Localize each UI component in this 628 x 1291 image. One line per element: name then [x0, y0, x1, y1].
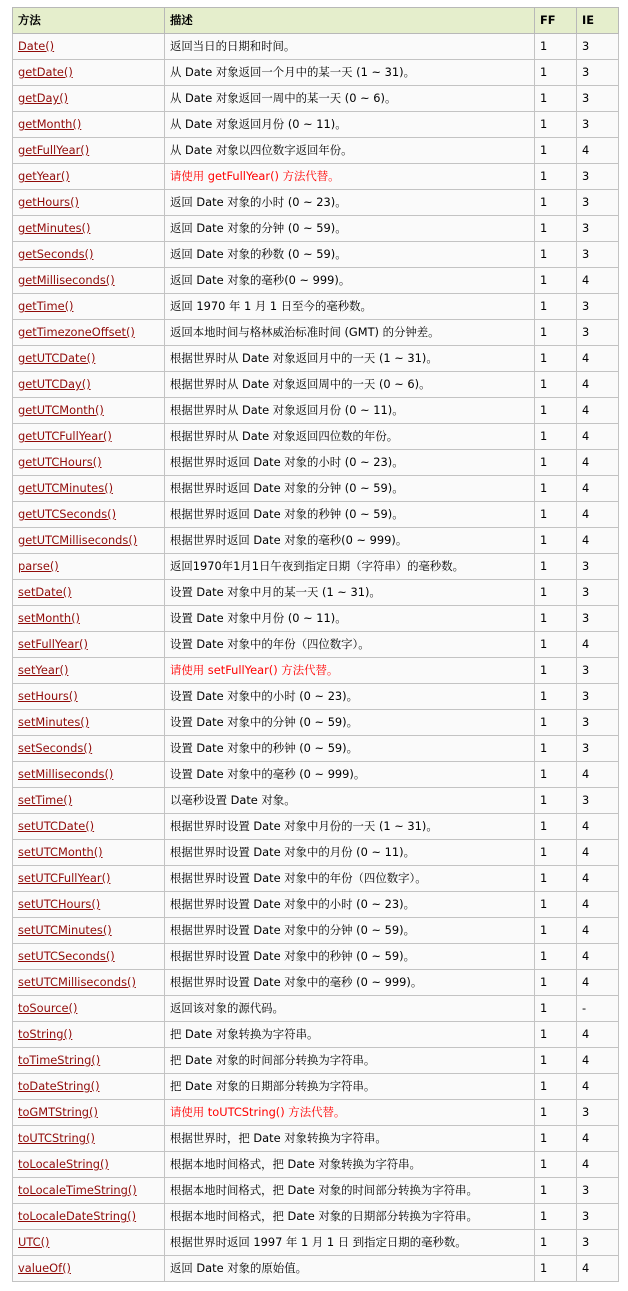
ie-version-cell: 4 [577, 918, 619, 944]
description-cell: 根据世界时返回 1997 年 1 月 1 日 到指定日期的毫秒数。 [165, 1230, 535, 1256]
method-link[interactable]: setUTCFullYear() [18, 871, 111, 885]
description-cell: 根据本地时间格式，把 Date 对象转换为字符串。 [165, 1152, 535, 1178]
firefox-version-cell: 1 [535, 294, 577, 320]
firefox-version-cell: 1 [535, 918, 577, 944]
firefox-version-cell: 1 [535, 840, 577, 866]
firefox-version-cell: 1 [535, 632, 577, 658]
firefox-version-cell: 1 [535, 138, 577, 164]
table-header [13, 8, 619, 34]
method-link[interactable]: setTime() [18, 793, 73, 807]
method-link[interactable]: toLocaleString() [18, 1157, 109, 1171]
description-cell: 把 Date 对象转换为字符串。 [165, 1022, 535, 1048]
method-cell [13, 1126, 165, 1152]
description-cell: 返回该对象的源代码。 [165, 996, 535, 1022]
method-link[interactable]: toSource() [18, 1001, 78, 1015]
firefox-version-cell: 1 [535, 1178, 577, 1204]
table-row [13, 710, 619, 736]
firefox-version-cell: 1 [535, 1204, 577, 1230]
method-cell [13, 866, 165, 892]
method-cell [13, 1048, 165, 1074]
firefox-version-cell: 1 [535, 762, 577, 788]
ie-version-cell: 3 [577, 710, 619, 736]
method-cell [13, 34, 165, 60]
firefox-version-cell: 1 [535, 190, 577, 216]
firefox-version-cell: 1 [535, 1074, 577, 1100]
method-link[interactable]: getUTCHours() [18, 455, 102, 469]
method-cell [13, 502, 165, 528]
table-row [13, 1022, 619, 1048]
method-cell [13, 476, 165, 502]
description-cell: 根据世界时设置 Date 对象中的秒钟 (0 ~ 59)。 [165, 944, 535, 970]
method-cell [13, 1178, 165, 1204]
method-link[interactable]: getMinutes() [18, 221, 91, 235]
description-cell: 根据世界时设置 Date 对象中的年份（四位数字）。 [165, 866, 535, 892]
description-cell: 返回当日的日期和时间。 [165, 34, 535, 60]
method-cell [13, 398, 165, 424]
method-cell [13, 918, 165, 944]
deprecation-note: 请使用 setFullYear() 方法代替。 [165, 658, 535, 684]
method-link[interactable]: setDate() [18, 585, 72, 599]
firefox-version-cell: 1 [535, 34, 577, 60]
ie-version-cell: 3 [577, 736, 619, 762]
method-link[interactable]: getTime() [18, 299, 74, 313]
ie-version-cell: 4 [577, 398, 619, 424]
method-cell [13, 788, 165, 814]
ie-version-cell: 4 [577, 1126, 619, 1152]
ie-version-cell: 3 [577, 86, 619, 112]
description-cell: 根据本地时间格式，把 Date 对象的日期部分转换为字符串。 [165, 1204, 535, 1230]
ie-version-cell: 3 [577, 1230, 619, 1256]
firefox-version-cell: 1 [535, 658, 577, 684]
method-link[interactable]: UTC() [18, 1235, 50, 1249]
table-row [13, 1126, 619, 1152]
table-row [13, 34, 619, 60]
table-row [13, 502, 619, 528]
table-row [13, 268, 619, 294]
method-link[interactable]: setUTCSeconds() [18, 949, 115, 963]
method-cell [13, 840, 165, 866]
ie-version-cell: 4 [577, 866, 619, 892]
description-cell: 设置 Date 对象中的秒钟 (0 ~ 59)。 [165, 736, 535, 762]
ie-version-cell: 4 [577, 268, 619, 294]
method-link[interactable]: setMilliseconds() [18, 767, 114, 781]
firefox-version-cell: 1 [535, 346, 577, 372]
table-row [13, 294, 619, 320]
method-link[interactable]: setMinutes() [18, 715, 90, 729]
table-row [13, 840, 619, 866]
table-row [13, 112, 619, 138]
method-cell [13, 658, 165, 684]
method-cell [13, 372, 165, 398]
ie-version-cell: 4 [577, 840, 619, 866]
method-link[interactable]: getUTCFullYear() [18, 429, 112, 443]
firefox-version-cell: 1 [535, 684, 577, 710]
ie-version-cell: 4 [577, 476, 619, 502]
table-row [13, 1100, 619, 1126]
header-description: 描述 [165, 8, 535, 34]
firefox-version-cell: 1 [535, 892, 577, 918]
description-cell: 设置 Date 对象中月份 (0 ~ 11)。 [165, 606, 535, 632]
method-link[interactable]: setUTCMilliseconds() [18, 975, 136, 989]
description-cell: 根据世界时从 Date 对象返回四位数的年份。 [165, 424, 535, 450]
method-cell [13, 294, 165, 320]
ie-version-cell: 4 [577, 138, 619, 164]
table-row [13, 788, 619, 814]
ie-version-cell: 3 [577, 580, 619, 606]
ie-version-cell: 3 [577, 606, 619, 632]
table-row [13, 320, 619, 346]
table-row [13, 1152, 619, 1178]
table-row [13, 632, 619, 658]
description-cell: 设置 Date 对象中的分钟 (0 ~ 59)。 [165, 710, 535, 736]
method-link[interactable]: getMonth() [18, 117, 82, 131]
table-row [13, 60, 619, 86]
description-cell: 返回 Date 对象的毫秒(0 ~ 999)。 [165, 268, 535, 294]
method-link[interactable]: getUTCMilliseconds() [18, 533, 138, 547]
method-cell [13, 1022, 165, 1048]
header-method: 方法 [13, 8, 165, 34]
method-link[interactable]: setUTCMonth() [18, 845, 103, 859]
ie-version-cell: 3 [577, 1100, 619, 1126]
ie-version-cell: 4 [577, 528, 619, 554]
description-cell: 把 Date 对象的时间部分转换为字符串。 [165, 1048, 535, 1074]
method-link[interactable]: getUTCSeconds() [18, 507, 117, 521]
ie-version-cell: 3 [577, 34, 619, 60]
firefox-version-cell: 1 [535, 502, 577, 528]
description-cell: 根据世界时设置 Date 对象中的毫秒 (0 ~ 999)。 [165, 970, 535, 996]
firefox-version-cell: 1 [535, 86, 577, 112]
firefox-version-cell: 1 [535, 528, 577, 554]
description-cell: 从 Date 对象返回一个月中的某一天 (1 ~ 31)。 [165, 60, 535, 86]
firefox-version-cell: 1 [535, 554, 577, 580]
firefox-version-cell: 1 [535, 814, 577, 840]
header-firefox: FF [535, 8, 577, 34]
firefox-version-cell: 1 [535, 60, 577, 86]
table-row [13, 684, 619, 710]
ie-version-cell: 3 [577, 658, 619, 684]
method-link[interactable]: setUTCHours() [18, 897, 101, 911]
firefox-version-cell: 1 [535, 476, 577, 502]
description-cell: 从 Date 对象返回月份 (0 ~ 11)。 [165, 112, 535, 138]
method-cell [13, 580, 165, 606]
method-link[interactable]: valueOf() [18, 1261, 71, 1275]
method-cell [13, 1256, 165, 1282]
description-cell: 根据世界时返回 Date 对象的小时 (0 ~ 23)。 [165, 450, 535, 476]
firefox-version-cell: 1 [535, 1230, 577, 1256]
method-cell [13, 554, 165, 580]
method-cell [13, 112, 165, 138]
ie-version-cell: 4 [577, 632, 619, 658]
table-row [13, 736, 619, 762]
ie-version-cell: 3 [577, 788, 619, 814]
deprecation-note: 请使用 getFullYear() 方法代替。 [165, 164, 535, 190]
description-cell: 根据世界时从 Date 对象返回月中的一天 (1 ~ 31)。 [165, 346, 535, 372]
method-cell [13, 268, 165, 294]
firefox-version-cell: 1 [535, 1256, 577, 1282]
ie-version-cell: 3 [577, 60, 619, 86]
table-row [13, 814, 619, 840]
table-row [13, 658, 619, 684]
firefox-version-cell: 1 [535, 944, 577, 970]
table-row [13, 476, 619, 502]
firefox-version-cell: 1 [535, 1126, 577, 1152]
table-row [13, 892, 619, 918]
method-cell [13, 814, 165, 840]
method-link[interactable]: setUTCMinutes() [18, 923, 112, 937]
method-link[interactable]: setFullYear() [18, 637, 88, 651]
method-cell [13, 242, 165, 268]
method-link[interactable]: getUTCDate() [18, 351, 96, 365]
table-row [13, 424, 619, 450]
table-row [13, 372, 619, 398]
ie-version-cell: 4 [577, 762, 619, 788]
method-cell [13, 528, 165, 554]
method-link[interactable]: setYear() [18, 663, 69, 677]
firefox-version-cell: 1 [535, 424, 577, 450]
ie-version-cell: 4 [577, 814, 619, 840]
ie-version-cell: 4 [577, 502, 619, 528]
method-link[interactable]: toLocaleTimeString() [18, 1183, 137, 1197]
method-cell [13, 190, 165, 216]
ie-version-cell: 3 [577, 1178, 619, 1204]
method-link[interactable]: getUTCMonth() [18, 403, 104, 417]
firefox-version-cell: 1 [535, 580, 577, 606]
description-cell: 从 Date 对象以四位数字返回年份。 [165, 138, 535, 164]
description-cell: 返回 Date 对象的原始值。 [165, 1256, 535, 1282]
firefox-version-cell: 1 [535, 320, 577, 346]
ie-version-cell: 3 [577, 1204, 619, 1230]
description-cell: 返回1970年1月1日午夜到指定日期（字符串）的毫秒数。 [165, 554, 535, 580]
ie-version-cell: 3 [577, 684, 619, 710]
table-body [13, 34, 619, 1282]
description-cell: 根据世界时，把 Date 对象转换为字符串。 [165, 1126, 535, 1152]
method-cell [13, 86, 165, 112]
method-link[interactable]: Date() [18, 39, 55, 53]
table-row [13, 1256, 619, 1282]
method-link[interactable]: parse() [18, 559, 59, 573]
ie-version-cell: 4 [577, 944, 619, 970]
description-cell: 设置 Date 对象中的年份（四位数字）。 [165, 632, 535, 658]
description-cell: 设置 Date 对象中的毫秒 (0 ~ 999)。 [165, 762, 535, 788]
method-link[interactable]: getFullYear() [18, 143, 90, 157]
description-cell: 把 Date 对象的日期部分转换为字符串。 [165, 1074, 535, 1100]
table-row [13, 918, 619, 944]
firefox-version-cell: 1 [535, 372, 577, 398]
method-cell [13, 762, 165, 788]
ie-version-cell: 3 [577, 164, 619, 190]
table-row [13, 970, 619, 996]
firefox-version-cell: 1 [535, 164, 577, 190]
method-cell [13, 450, 165, 476]
method-link[interactable]: getMilliseconds() [18, 273, 115, 287]
firefox-version-cell: 1 [535, 710, 577, 736]
method-cell [13, 710, 165, 736]
ie-version-cell: 4 [577, 1048, 619, 1074]
method-cell [13, 138, 165, 164]
method-cell [13, 320, 165, 346]
table-row [13, 190, 619, 216]
method-link[interactable]: getHours() [18, 195, 79, 209]
description-cell: 根据世界时设置 Date 对象中月份的一天 (1 ~ 31)。 [165, 814, 535, 840]
table-row [13, 944, 619, 970]
method-link[interactable]: getDate() [18, 65, 73, 79]
ie-version-cell: 4 [577, 372, 619, 398]
ie-version-cell: 4 [577, 970, 619, 996]
method-link[interactable]: setHours() [18, 689, 78, 703]
method-cell [13, 1230, 165, 1256]
method-link[interactable]: getUTCMinutes() [18, 481, 114, 495]
table-row [13, 86, 619, 112]
method-cell [13, 684, 165, 710]
firefox-version-cell: 1 [535, 1022, 577, 1048]
ie-version-cell: 4 [577, 346, 619, 372]
firefox-version-cell: 1 [535, 1048, 577, 1074]
table-row [13, 606, 619, 632]
method-cell [13, 606, 165, 632]
firefox-version-cell: 1 [535, 450, 577, 476]
description-cell: 返回本地时间与格林威治标准时间 (GMT) 的分钟差。 [165, 320, 535, 346]
firefox-version-cell: 1 [535, 398, 577, 424]
table-row [13, 554, 619, 580]
table-row [13, 1048, 619, 1074]
method-cell [13, 216, 165, 242]
table-row [13, 1074, 619, 1100]
method-cell [13, 1204, 165, 1230]
description-cell: 根据世界时返回 Date 对象的秒钟 (0 ~ 59)。 [165, 502, 535, 528]
method-cell [13, 970, 165, 996]
ie-version-cell: 3 [577, 190, 619, 216]
table-row [13, 450, 619, 476]
firefox-version-cell: 1 [535, 216, 577, 242]
table-row [13, 996, 619, 1022]
table-row [13, 242, 619, 268]
table-row [13, 1230, 619, 1256]
method-cell [13, 892, 165, 918]
method-cell [13, 1152, 165, 1178]
method-link[interactable]: setUTCDate() [18, 819, 95, 833]
ie-version-cell: 4 [577, 1256, 619, 1282]
deprecation-note: 请使用 toUTCString() 方法代替。 [165, 1100, 535, 1126]
table-row [13, 580, 619, 606]
header-ie: IE [577, 8, 619, 34]
method-link[interactable]: setSeconds() [18, 741, 93, 755]
method-cell [13, 996, 165, 1022]
method-cell [13, 164, 165, 190]
firefox-version-cell: 1 [535, 996, 577, 1022]
description-cell: 根据世界时从 Date 对象返回周中的一天 (0 ~ 6)。 [165, 372, 535, 398]
method-cell [13, 60, 165, 86]
firefox-version-cell: 1 [535, 606, 577, 632]
ie-version-cell: 4 [577, 1022, 619, 1048]
table-row [13, 762, 619, 788]
method-link[interactable]: toDateString() [18, 1079, 100, 1093]
method-link[interactable]: toUTCString() [18, 1131, 95, 1145]
table-row [13, 164, 619, 190]
ie-version-cell: 4 [577, 424, 619, 450]
description-cell: 返回 Date 对象的秒数 (0 ~ 59)。 [165, 242, 535, 268]
description-cell: 根据世界时从 Date 对象返回月份 (0 ~ 11)。 [165, 398, 535, 424]
description-cell: 返回 Date 对象的分钟 (0 ~ 59)。 [165, 216, 535, 242]
method-cell [13, 424, 165, 450]
method-link[interactable]: toGMTString() [18, 1105, 98, 1119]
ie-version-cell: - [577, 996, 619, 1022]
table-row [13, 1178, 619, 1204]
ie-version-cell: 3 [577, 320, 619, 346]
table-row [13, 216, 619, 242]
date-methods-reference [12, 7, 618, 1282]
method-link[interactable]: setMonth() [18, 611, 80, 625]
description-cell: 根据世界时返回 Date 对象的分钟 (0 ~ 59)。 [165, 476, 535, 502]
ie-version-cell: 4 [577, 1152, 619, 1178]
method-link[interactable]: toTimeString() [18, 1053, 101, 1067]
firefox-version-cell: 1 [535, 970, 577, 996]
description-cell: 根据世界时设置 Date 对象中的小时 (0 ~ 23)。 [165, 892, 535, 918]
ie-version-cell: 3 [577, 242, 619, 268]
table-row [13, 138, 619, 164]
ie-version-cell: 3 [577, 294, 619, 320]
description-cell: 从 Date 对象返回一周中的某一天 (0 ~ 6)。 [165, 86, 535, 112]
description-cell: 根据世界时设置 Date 对象中的分钟 (0 ~ 59)。 [165, 918, 535, 944]
ie-version-cell: 4 [577, 892, 619, 918]
firefox-version-cell: 1 [535, 788, 577, 814]
method-cell [13, 632, 165, 658]
description-cell: 根据本地时间格式，把 Date 对象的时间部分转换为字符串。 [165, 1178, 535, 1204]
date-methods-table [12, 7, 619, 1282]
method-link[interactable]: toLocaleDateString() [18, 1209, 137, 1223]
table-row [13, 528, 619, 554]
firefox-version-cell: 1 [535, 866, 577, 892]
table-row [13, 866, 619, 892]
description-cell: 设置 Date 对象中的小时 (0 ~ 23)。 [165, 684, 535, 710]
method-cell [13, 346, 165, 372]
firefox-version-cell: 1 [535, 1100, 577, 1126]
method-link[interactable]: getSeconds() [18, 247, 94, 261]
method-cell [13, 1100, 165, 1126]
ie-version-cell: 3 [577, 112, 619, 138]
method-link[interactable]: getUTCDay() [18, 377, 91, 391]
method-cell [13, 944, 165, 970]
description-cell: 返回 1970 年 1 月 1 日至今的毫秒数。 [165, 294, 535, 320]
description-cell: 根据世界时返回 Date 对象的毫秒(0 ~ 999)。 [165, 528, 535, 554]
method-link[interactable]: getDay() [18, 91, 69, 105]
method-cell [13, 736, 165, 762]
description-cell: 设置 Date 对象中月的某一天 (1 ~ 31)。 [165, 580, 535, 606]
ie-version-cell: 3 [577, 216, 619, 242]
ie-version-cell: 4 [577, 1074, 619, 1100]
firefox-version-cell: 1 [535, 736, 577, 762]
firefox-version-cell: 1 [535, 268, 577, 294]
table-row [13, 1204, 619, 1230]
method-cell [13, 1074, 165, 1100]
firefox-version-cell: 1 [535, 242, 577, 268]
table-row [13, 398, 619, 424]
description-cell: 返回 Date 对象的小时 (0 ~ 23)。 [165, 190, 535, 216]
firefox-version-cell: 1 [535, 1152, 577, 1178]
description-cell: 根据世界时设置 Date 对象中的月份 (0 ~ 11)。 [165, 840, 535, 866]
description-cell: 以毫秒设置 Date 对象。 [165, 788, 535, 814]
method-link[interactable]: toString() [18, 1027, 73, 1041]
table-row [13, 346, 619, 372]
header-row [13, 8, 619, 34]
ie-version-cell: 4 [577, 450, 619, 476]
ie-version-cell: 3 [577, 554, 619, 580]
method-link[interactable]: getTimezoneOffset() [18, 325, 135, 339]
firefox-version-cell: 1 [535, 112, 577, 138]
method-link[interactable]: getYear() [18, 169, 70, 183]
